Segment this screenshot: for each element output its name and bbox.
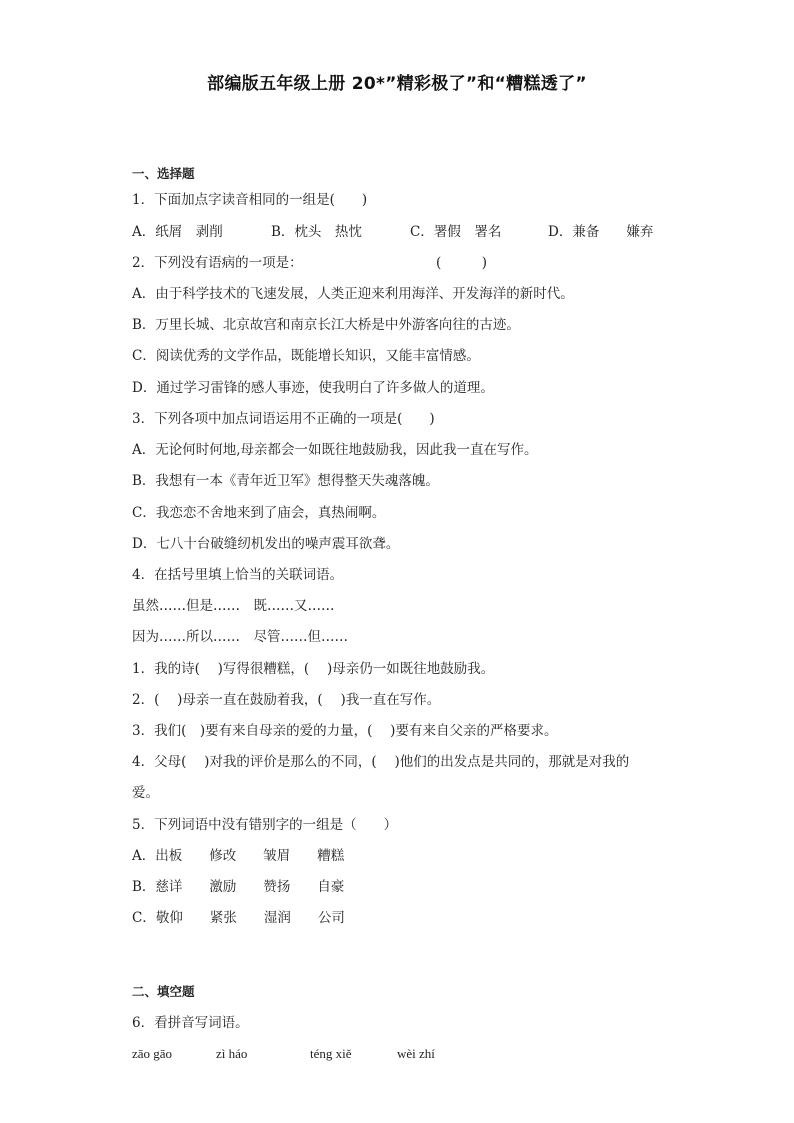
document-title: 部编版五年级上册 20*”精彩极了”和“糟糕透了” <box>207 74 587 94</box>
question-3-option-b: B．我想有一本《青年近卫军》想得整天失魂落魄。 <box>132 473 439 489</box>
question-4-item-4-continued: 爱。 <box>132 785 159 801</box>
question-1-stem: 1．下面加点字读音相同的一组是( ) <box>132 192 368 208</box>
question-2-option-b: B．万里长城、北京故宫和南京长江大桥是中外游客向往的古迹。 <box>132 317 520 333</box>
question-5-option-a: A．出板 修改 皱眉 糟糕 <box>132 848 345 864</box>
section-heading-choice: 一、选择题 <box>132 166 195 181</box>
question-2-option-a: A．由于科学技术的飞速发展，人类正迎来利用海洋、开发海洋的新时代。 <box>132 286 574 302</box>
pinyin-2: zì háo <box>216 1046 248 1061</box>
question-4-stem: 4．在括号里填上恰当的关联词语。 <box>132 567 344 583</box>
question-3-option-d: D．七八十台破缝纫机发出的噪声震耳欲聋。 <box>132 536 400 552</box>
question-4-words-line-2: 因为……所以…… 尽管……但…… <box>132 629 348 645</box>
question-4-words-line-1: 虽然……但是…… 既……又…… <box>132 598 335 614</box>
question-4-item-1: 1．我的诗( )写得很糟糕，( )母亲仍一如既往地鼓励我。 <box>132 661 495 677</box>
question-2-option-d: D．通过学习雷锋的感人事迹，使我明白了许多做人的道理。 <box>132 380 494 396</box>
question-5-option-b: B．慈详 激励 赞扬 自豪 <box>132 879 345 895</box>
pinyin-1: zāo gāo <box>132 1046 173 1061</box>
question-3-option-c: C．我恋恋不舍地来到了庙会，真热闹啊。 <box>132 505 386 521</box>
option-b: B．枕头 热忱 <box>271 224 362 240</box>
pinyin-3: téng xiě <box>310 1046 352 1061</box>
question-2-paren: ( ) <box>436 255 488 271</box>
question-3-option-a: A．无论何时何地,母亲都会一如既往地鼓励我，因此我一直在写作。 <box>132 442 538 458</box>
option-d: D．兼备 嫌弃 <box>548 224 654 240</box>
pinyin-4: wèi zhí <box>397 1046 435 1061</box>
question-2-option-c: C．阅读优秀的文学作品，既能增长知识，又能丰富情感。 <box>132 348 480 364</box>
section-heading-fill: 二、填空题 <box>132 984 195 999</box>
question-4-item-2: 2．( )母亲一直在鼓励着我，( )我一直在写作。 <box>132 692 441 708</box>
question-4-item-3: 3．我们( )要有来自母亲的爱的力量，( )要有来自父亲的严格要求。 <box>132 723 558 739</box>
option-a: A．纸屑 剥削 <box>132 224 223 240</box>
question-2-stem: 2．下列没有语病的一项是： <box>132 255 303 271</box>
question-6-pinyin-row <box>132 1044 435 1064</box>
question-6-stem: 6．看拼音写词语。 <box>132 1015 249 1031</box>
question-5-option-c: C．敬仰 紧张 湿润 公司 <box>132 910 345 926</box>
option-c: C．署假 署名 <box>410 224 502 240</box>
question-5-stem: 5．下列词语中没有错别字的一组是（ ） <box>132 817 398 833</box>
question-4-item-4: 4．父母( )对我的评价是那么的不同，( )他们的出发点是共同的，那就是对我的 <box>132 754 630 770</box>
question-1-options <box>132 222 653 242</box>
question-3-stem: 3．下列各项中加点词语运用不正确的一项是( ) <box>132 411 435 427</box>
